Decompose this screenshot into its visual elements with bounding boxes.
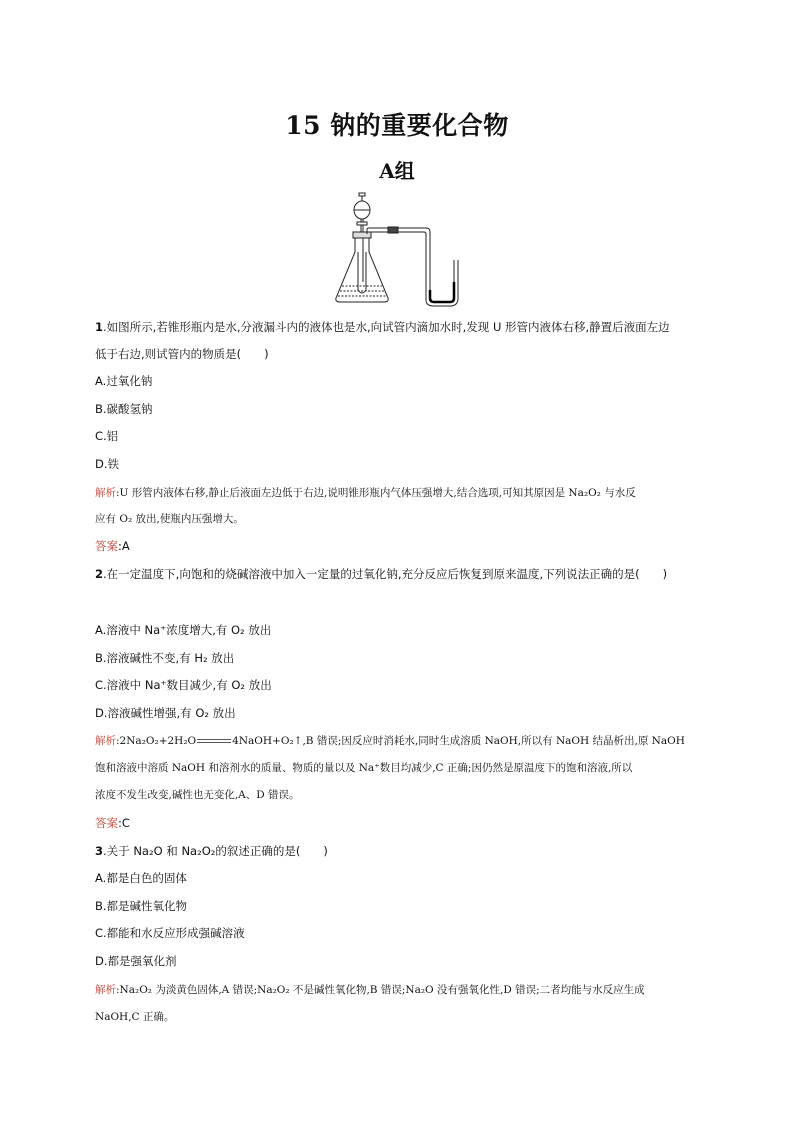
option-a: A.溶液中 Na⁺浓度增大,有 O₂ 放出 — [95, 623, 272, 637]
option-c: C.溶液中 Na⁺数目减少,有 O₂ 放出 — [95, 678, 272, 692]
analysis-3-cont: NaOH,C 正确。 — [95, 1011, 175, 1023]
option-d: D.都是强氧化剂 — [95, 954, 177, 968]
stopper — [353, 232, 371, 238]
apparatus-figure — [330, 190, 464, 308]
question-2-stem — [95, 566, 667, 582]
option-b: B.碳酸氢钠 — [95, 402, 153, 416]
option-a: A.都是白色的固体 — [95, 871, 187, 885]
question-number: 2 — [95, 567, 104, 581]
page-title: 15 钠的重要化合物 — [285, 111, 509, 140]
analysis-3 — [95, 982, 645, 998]
question-1-stem-cont: 低于右边,则试管内的物质是( ) — [95, 347, 269, 361]
analysis-1 — [95, 485, 636, 501]
test-tube — [358, 252, 366, 293]
question-text: .如图所示,若锥形瓶内是水,分液漏斗内的液体也是水,向试管内滴加水时,发现 U 形管内液体右移,静置后液面左边 — [103, 320, 670, 334]
analysis-text: :Na₂O₂ 为淡黄色固体,A 错误;Na₂O₂ 不是碱性氧化物,B 错误;Na₂O 没有强氧化性,D 错误;二者均能与水反应生成 — [116, 984, 645, 996]
analysis-label: 解析 — [95, 487, 116, 499]
analysis-text: :U 形管内液体右移,静止后液面左边低于右边,说明锥形瓶内气体压强增大,结合选项,可知其原因是 Na₂O₂ 与水反 — [116, 487, 636, 499]
answer-1 — [95, 538, 130, 554]
option-d: D.铁 — [95, 457, 120, 471]
analysis-2-cont: 饱和溶液中溶质 NaOH 和溶剂水的质量、物质的量以及 Na⁺数目均减少,C 正确;因仍然是原温度下的饱和溶液,所以 — [95, 762, 633, 774]
section-heading: A组 — [379, 159, 415, 183]
option-b: B.溶液碱性不变,有 H₂ 放出 — [95, 651, 235, 665]
analysis-2-cont2: 浓度不发生改变,碱性也无变化,A、D 错误。 — [95, 789, 300, 801]
analysis-label: 解析 — [95, 984, 116, 996]
analysis-2 — [95, 733, 685, 749]
equals-sign — [197, 739, 231, 743]
question-text: .关于 Na₂O 和 Na₂O₂的叙述正确的是( ) — [103, 844, 328, 858]
equation-left: :2Na₂O₂+2H₂O — [116, 735, 197, 747]
analysis-label: 解析 — [95, 735, 116, 747]
question-text: .在一定温度下,向饱和的烧碱溶液中加入一定量的过氧化钠,充分反应后恢复到原来温度,下列说法正确的是( ) — [103, 567, 668, 581]
question-number: 1 — [95, 320, 104, 334]
option-b: B.都是碱性氧化物 — [95, 899, 188, 913]
conical-flask — [336, 238, 388, 302]
answer-label: 答案 — [95, 539, 118, 553]
question-1-stem — [95, 319, 670, 335]
option-d: D.溶液碱性增强,有 O₂ 放出 — [95, 706, 236, 720]
question-3-stem — [95, 843, 328, 859]
option-a: A.过氧化钠 — [95, 374, 153, 388]
answer-2 — [95, 815, 130, 831]
question-number: 3 — [95, 844, 104, 858]
answer-text: :A — [118, 539, 130, 553]
option-c: C.铝 — [95, 429, 119, 443]
option-c: C.都能和水反应形成强碱溶液 — [95, 926, 245, 940]
analysis-1-cont: 应有 O₂ 放出,使瓶内压强增大。 — [95, 513, 244, 525]
answer-text: :C — [118, 816, 130, 830]
answer-label: 答案 — [95, 816, 118, 830]
analysis-text: 4NaOH+O₂↑,B 错误;因反应时消耗水,同时生成溶质 NaOH,所以有 NaOH 结晶析出,原 NaOH — [232, 735, 685, 747]
